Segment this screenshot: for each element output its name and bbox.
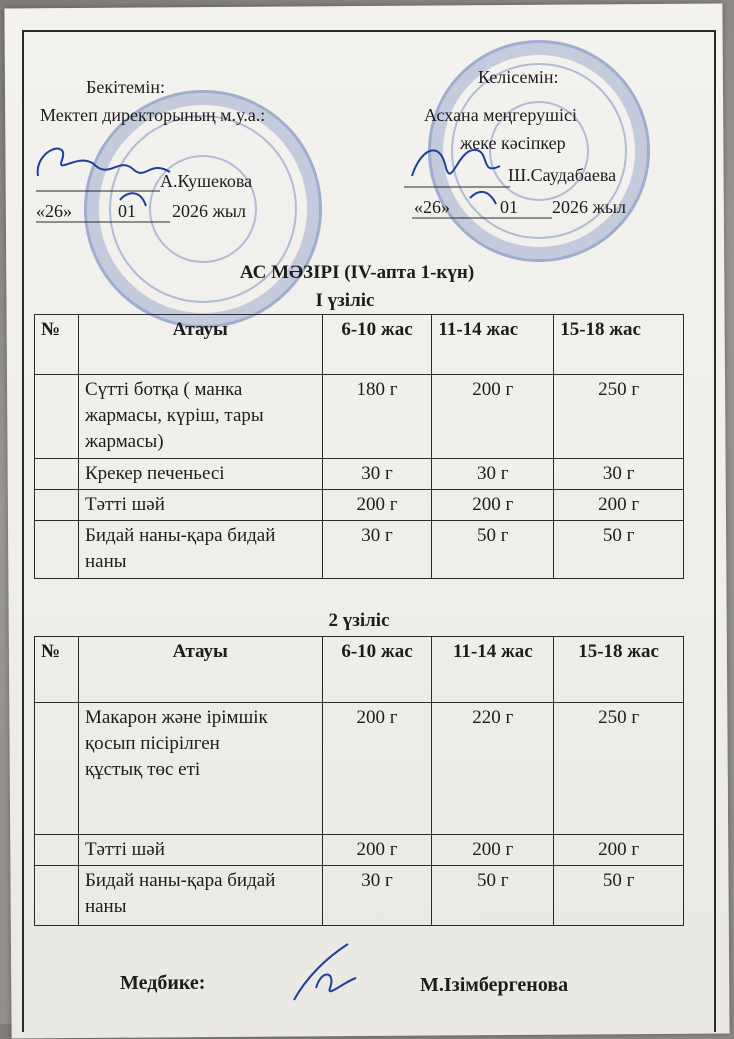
table-row	[35, 703, 684, 835]
row-qty-11-14: 220 г	[432, 703, 554, 835]
canteen-signature	[412, 150, 500, 176]
row-qty-6-10: 30 г	[322, 521, 432, 579]
menu-title: АС МӘЗІРІ (IV-апта 1-күн)	[239, 262, 475, 283]
row-qty-15-18: 50 г	[554, 866, 684, 926]
row-qty-11-14: 50 г	[432, 521, 554, 579]
approve-date-year: 2026 жыл	[172, 201, 247, 221]
col-name: Атауы	[78, 315, 322, 375]
nurse-label: Медбике:	[120, 972, 206, 994]
agree-role2: жеке кәсіпкер	[460, 133, 566, 153]
nurse-name: М.Ізімбергенова	[420, 974, 569, 996]
row-qty-11-14: 200 г	[432, 490, 554, 521]
row-qty-15-18: 30 г	[554, 459, 684, 490]
table-row	[35, 521, 684, 579]
table-header-row	[35, 315, 684, 375]
agree-role: Асхана меңгерушісі	[424, 105, 577, 125]
row-qty-6-10: 30 г	[322, 866, 432, 926]
row-qty-6-10: 200 г	[322, 703, 432, 835]
section-heading-1: I үзіліс	[315, 290, 375, 311]
col-age-6-10: 6-10 жас	[322, 315, 432, 375]
row-qty-15-18: 250 г	[554, 703, 684, 835]
agree-title: Келісемін:	[478, 67, 559, 87]
col-age-15-18: 15-18 жас	[554, 637, 684, 703]
approve-title: Бекітемін:	[86, 77, 165, 97]
row-number	[35, 459, 79, 490]
agree-date-year: 2026 жыл	[552, 197, 627, 217]
row-qty-6-10: 200 г	[322, 490, 432, 521]
table-row	[35, 835, 684, 866]
row-qty-11-14: 30 г	[432, 459, 554, 490]
table-row	[35, 490, 684, 521]
approve-date-month: 01	[118, 201, 136, 221]
row-number	[35, 490, 79, 521]
row-number	[35, 375, 79, 459]
menu-table-1	[34, 314, 684, 579]
table-row	[35, 459, 684, 490]
row-qty-11-14: 200 г	[432, 835, 554, 866]
table-row	[35, 866, 684, 926]
row-number	[35, 521, 79, 579]
director-signature	[38, 149, 170, 176]
approve-date-day: «26»	[36, 201, 72, 221]
table-row	[35, 375, 684, 459]
row-qty-6-10: 200 г	[322, 835, 432, 866]
row-name: Крекер печеньесі	[78, 459, 322, 490]
row-name: Бидай наны-қара бидай наны	[78, 866, 322, 926]
row-qty-15-18: 200 г	[554, 490, 684, 521]
row-number	[35, 835, 79, 866]
row-name: Макарон және ірімшік қосып пісірілген құстық төс еті	[78, 703, 322, 835]
menu-table-2	[34, 636, 684, 926]
row-qty-11-14: 50 г	[432, 866, 554, 926]
section-heading-2: 2 үзіліс	[328, 610, 390, 631]
col-age-11-14: 11-14 жас	[432, 637, 554, 703]
col-name: Атауы	[78, 637, 322, 703]
row-number	[35, 866, 79, 926]
agree-name: Ш.Саудабаева	[508, 165, 617, 185]
row-name: Бидай наны-қара бидай наны	[78, 521, 322, 579]
nurse-signature	[286, 938, 366, 1008]
approve-name: А.Кушекова	[160, 171, 253, 191]
row-number	[35, 703, 79, 835]
row-qty-15-18: 200 г	[554, 835, 684, 866]
row-name: Сүтті ботқа ( манка жармасы, күріш, тары жармасы)	[78, 375, 322, 459]
signature-lines	[0, 0, 734, 240]
col-number: №	[35, 315, 79, 375]
row-qty-6-10: 180 г	[322, 375, 432, 459]
row-name: Тәтті шәй	[78, 490, 322, 521]
col-number: №	[35, 637, 79, 703]
table-header-row	[35, 637, 684, 703]
agree-date-month: 01	[500, 197, 518, 217]
row-name: Тәтті шәй	[78, 835, 322, 866]
row-qty-11-14: 200 г	[432, 375, 554, 459]
row-qty-6-10: 30 г	[322, 459, 432, 490]
col-age-6-10: 6-10 жас	[322, 637, 432, 703]
row-qty-15-18: 50 г	[554, 521, 684, 579]
col-age-11-14: 11-14 жас	[432, 315, 554, 375]
col-age-15-18: 15-18 жас	[554, 315, 684, 375]
agree-date-day: «26»	[414, 197, 450, 217]
row-qty-15-18: 250 г	[554, 375, 684, 459]
approve-role: Мектеп директорының м.у.а.:	[40, 105, 266, 125]
